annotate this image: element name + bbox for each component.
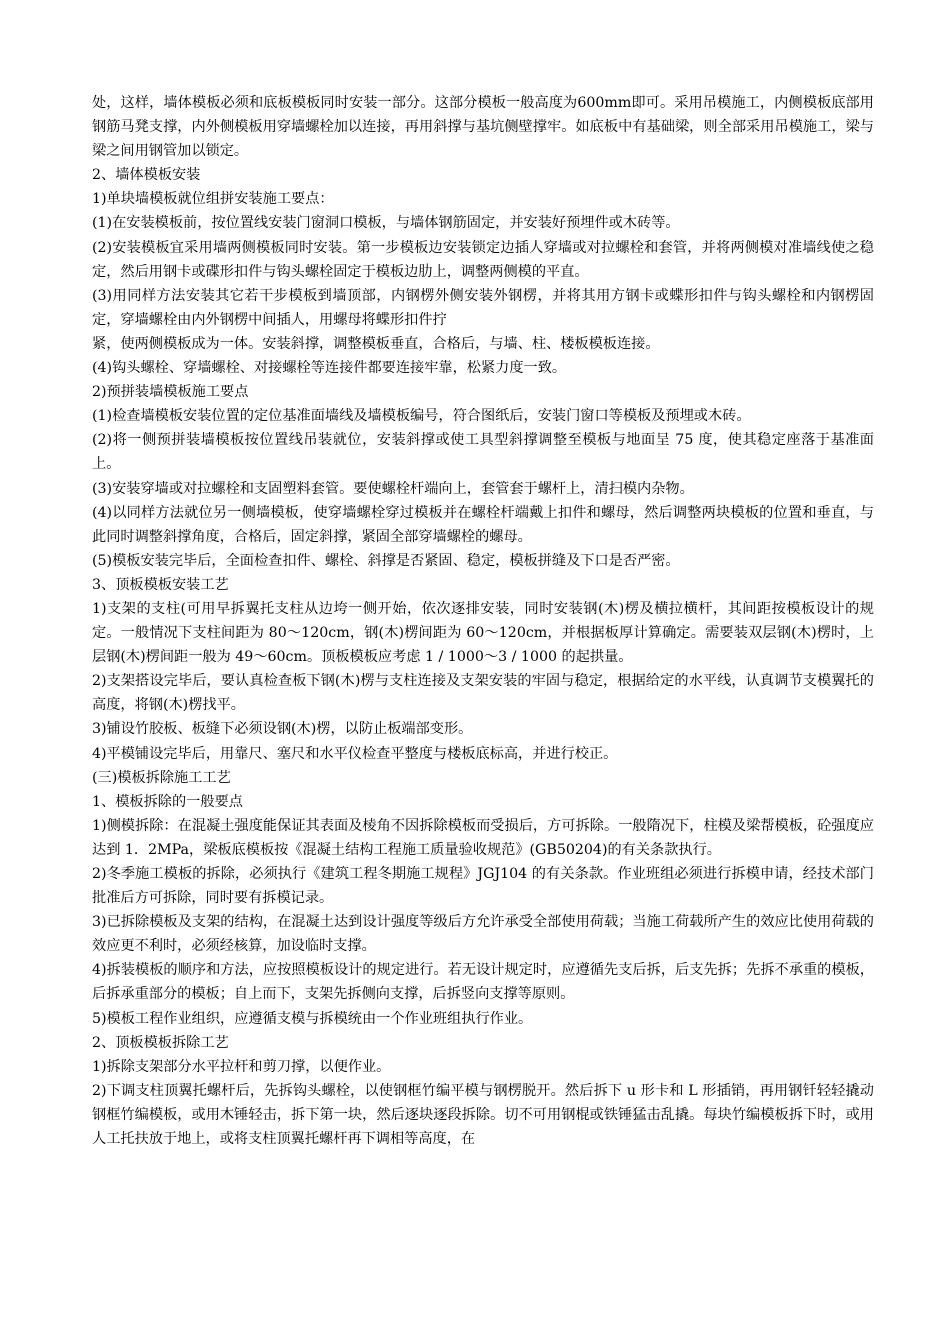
- paragraph-item: (1)检查墙模板安装位置的定位基准面墙线及墙模板编号，符合图纸后，安装门窗口等模板及预埋或木砖。: [92, 408, 751, 425]
- paragraph-item: (5)模板安装完毕后，全面检查扣件、螺栓、斜撑是否紧固、稳定，模板拼缝及下口是否严密。: [92, 552, 680, 569]
- paragraph-item: 1)支架的支柱(可用早拆翼托支柱从边垮一侧开始，依次逐排安装，同时安装钢(木)楞及横拉横杆，其间距按模板设计的规定。一般情况下支柱间距为 80～120cm，钢(木)楞间距为 60～120cm，并根据板厚计算确定。需要装双层钢(木)楞时，上层钢(木)楞间距一般为 49～60cm。顶板模板应考虑 1 / 1000～3 / 1000 的起拱量。: [92, 600, 874, 666]
- paragraph-item: 2)冬季施工模板的拆除，必须执行《建筑工程冬期施工规程》JGJ104 的有关条款。作业班组必须进行拆模申请，经技术部门批准后方可拆除，同时要有拆模记录。: [92, 866, 874, 907]
- paragraph-item: (1)在安装模板前，按位置线安装门窗洞口模板，与墙体钢筋固定，并安装好预埋件或木砖等。: [92, 215, 680, 232]
- section-heading-wall-formwork: 2、墙体模板安装: [92, 167, 201, 184]
- section-heading-roof-slab-removal: 2、顶板模板拆除工艺: [92, 1034, 229, 1051]
- subheading-single-wall-panel: 1)单块墙模板就位组拼安装施工要点：: [92, 191, 334, 208]
- paragraph-continuation: 处，这样，墙体模板必须和底板模板同时安装一部分。这部分模板一般高度为600mm即可。采用吊模施工，内侧模板底部用钢筋马凳支撑，内外侧模板用穿墙螺栓加以连接，再用斜撑与基坑侧壁撑牢。如底板中有基础梁，则全部采用吊模施工，梁与梁之间用钢管加以锁定。: [92, 95, 874, 160]
- paragraph-item: (4)钩头螺栓、穿墙螺栓、对接螺栓等连接件都要连接牢靠，松紧力度一致。: [92, 360, 567, 377]
- paragraph-item: 3)已拆除模板及支架的结构，在混凝土达到设计强度等级后方允许承受全部使用荷载；当施工荷载所产生的效应比使用荷载的效应更不利时，必须经核算，加设临时支撑。: [92, 914, 874, 955]
- paragraph-item: 紧，使两侧模板成为一体。安装斜撑，调整模板垂直，合格后，与墙、柱、楼板模板连接。: [92, 335, 660, 352]
- paragraph-item: 4)拆装模板的顺序和方法，应按照模板设计的规定进行。若无设计规定时，应遵循先支后拆，后支先拆；先拆不承重的模板，后拆承重部分的模板；自上而下，支架先拆侧向支撑，后拆竖向支撑等原则。: [92, 962, 874, 1003]
- paragraph-item: (4)以同样方法就位另一侧墙模板，使穿墙螺栓穿过模板并在螺栓杆端戴上扣件和螺母，然后调整两块模板的位置和垂直，与此同时调整斜撑角度，合格后，固定斜撑，紧固全部穿墙螺栓的螺母。: [92, 504, 874, 545]
- paragraph-item: 2)支架搭设完毕后，要认真检查板下钢(木)楞与支柱连接及支架安装的牢固与稳定，根据给定的水平线，认真调节支模翼托的高度，将钢(木)楞找平。: [92, 673, 874, 714]
- paragraph-item: (3)用同样方法安装其它若干步模板到墙顶部，内钢楞外侧安装外钢楞，并将其用方钢卡或蝶形扣件与钩头螺栓和内钢楞固定，穿墙螺栓由内外钢楞中间插人，用螺母将蝶形扣件拧: [92, 287, 874, 328]
- chapter-heading-formwork-removal: (三)模板拆除施工工艺: [92, 769, 231, 786]
- paragraph-item: (2)安装模板宜采用墙两侧模板同时安装。第一步模板边安装锁定边插人穿墙或对拉螺栓和套管，并将两侧模对准墙线使之稳定，然后用钢卡或碟形扣件与钩头螺栓固定于模板边肋上，调整两侧模的平直。: [92, 239, 874, 280]
- paragraph-item: 4)平模铺设完毕后，用靠尺、塞尺和水平仪检查平整度与楼板底标高，并进行校正。: [92, 745, 618, 762]
- paragraph-item: 3)铺设竹胶板、板缝下必须设钢(木)楞，以防止板端部变形。: [92, 721, 473, 738]
- document-page: [92, 91, 874, 1151]
- paragraph-item: 1)拆除支架部分水平拉杆和剪刀撑，以便作业。: [92, 1058, 391, 1075]
- section-heading-removal-general: 1、模板拆除的一般要点: [92, 793, 243, 810]
- paragraph-item: (3)安装穿墙或对拉螺栓和支固塑料套管。要使螺栓杆端向上，套管套于螺杆上，清扫模内杂物。: [92, 480, 694, 497]
- paragraph-item: 5)模板工程作业组织，应遵循支模与拆模统由一个作业班组执行作业。: [92, 1010, 533, 1027]
- section-heading-roof-slab-install: 3、顶板模板安装工艺: [92, 576, 229, 593]
- paragraph-item: (2)将一侧预拼装墙模板按位置线吊装就位，安装斜撑或使工具型斜撑调整至模板与地面呈 75 度，使其稳定座落于基准面上。: [92, 432, 874, 473]
- subheading-preassembled-wall: 2)预拼装墙模板施工要点: [92, 384, 249, 401]
- paragraph-item: 1)侧模拆除：在混凝土强度能保证其表面及棱角不因拆除模板而受损后，方可拆除。一般隋况下，柱模及梁帮模板，砼强度应达到 1．2MPa，梁板底模板按《混凝土结构工程施工质量验收规范》(GB50204)的有关条款执行。: [92, 817, 874, 858]
- paragraph-item: 2)下调支柱顶翼托螺杆后，先拆钩头螺栓，以使钢框竹编平模与钢楞脱开。然后拆下 u 形卡和 L 形插销，再用钢钎轻轻撬动钢框竹编模板，或用木锤轻击，拆下第一块，然后逐块逐段拆除。切不可用钢棍或铁锤猛击乱撬。每块竹编模板拆下时，或用人工托扶放于地上，或将支柱顶翼托螺杆再下调相等高度，在: [92, 1082, 874, 1148]
